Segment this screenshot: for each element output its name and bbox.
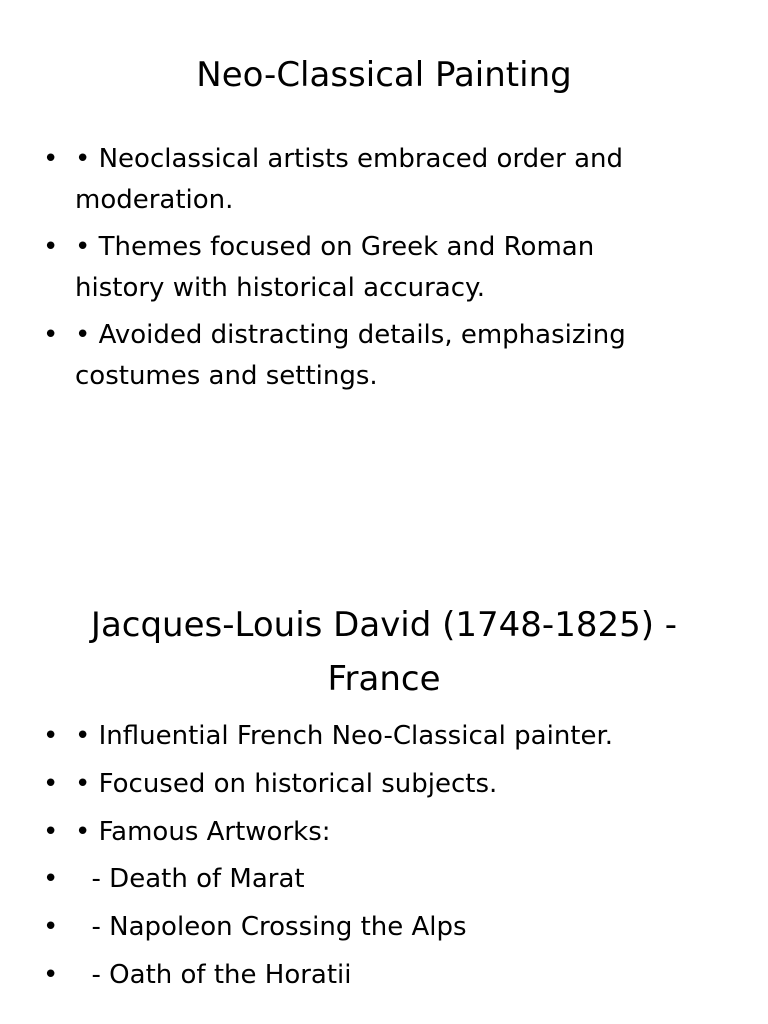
bullet-item <box>40 812 680 853</box>
bullet-text: - Death of Marat <box>75 864 305 895</box>
bullet-text: • Influential French Neo-Classical painter. <box>75 721 614 751</box>
bullet-text: - Oath of the Horatii <box>75 959 352 990</box>
bullet-marker: • <box>43 959 59 990</box>
bullet-list <box>40 139 680 403</box>
slide-title: Jacques-Louis David (1748-1825) - France <box>90 605 678 699</box>
bullet-marker: • <box>43 912 59 943</box>
bullet-marker: • <box>43 864 59 895</box>
bullet-item <box>40 227 680 309</box>
bullet-marker: • <box>43 816 59 847</box>
bullet-marker: • <box>43 320 59 350</box>
bullet-text: • Famous Artworks: <box>75 816 331 847</box>
bullet-list <box>40 716 680 1003</box>
bullet-marker: • <box>43 768 59 799</box>
slide-title: Neo-Classical Painting <box>196 55 572 95</box>
bullet-text: • Neoclassical artists embraced order and moderation. <box>75 144 624 215</box>
bullet-text: • Focused on historical subjects. <box>75 768 498 799</box>
bullet-item <box>40 764 680 805</box>
bullet-item <box>40 907 680 948</box>
bullet-item <box>40 315 680 397</box>
bullet-text: • Themes focused on Greek and Roman history with historical accuracy. <box>75 232 595 303</box>
bullet-text: - Napoleon Crossing the Alps <box>75 912 467 943</box>
bullet-item <box>40 955 680 996</box>
bullet-item <box>40 716 680 757</box>
bullet-marker: • <box>43 232 59 262</box>
bullet-text: • Avoided distracting details, emphasizing costumes and settings. <box>75 320 626 391</box>
bullet-marker: • <box>43 721 59 751</box>
bullet-item <box>40 859 680 900</box>
bullet-marker: • <box>43 144 59 174</box>
bullet-item <box>40 139 680 221</box>
